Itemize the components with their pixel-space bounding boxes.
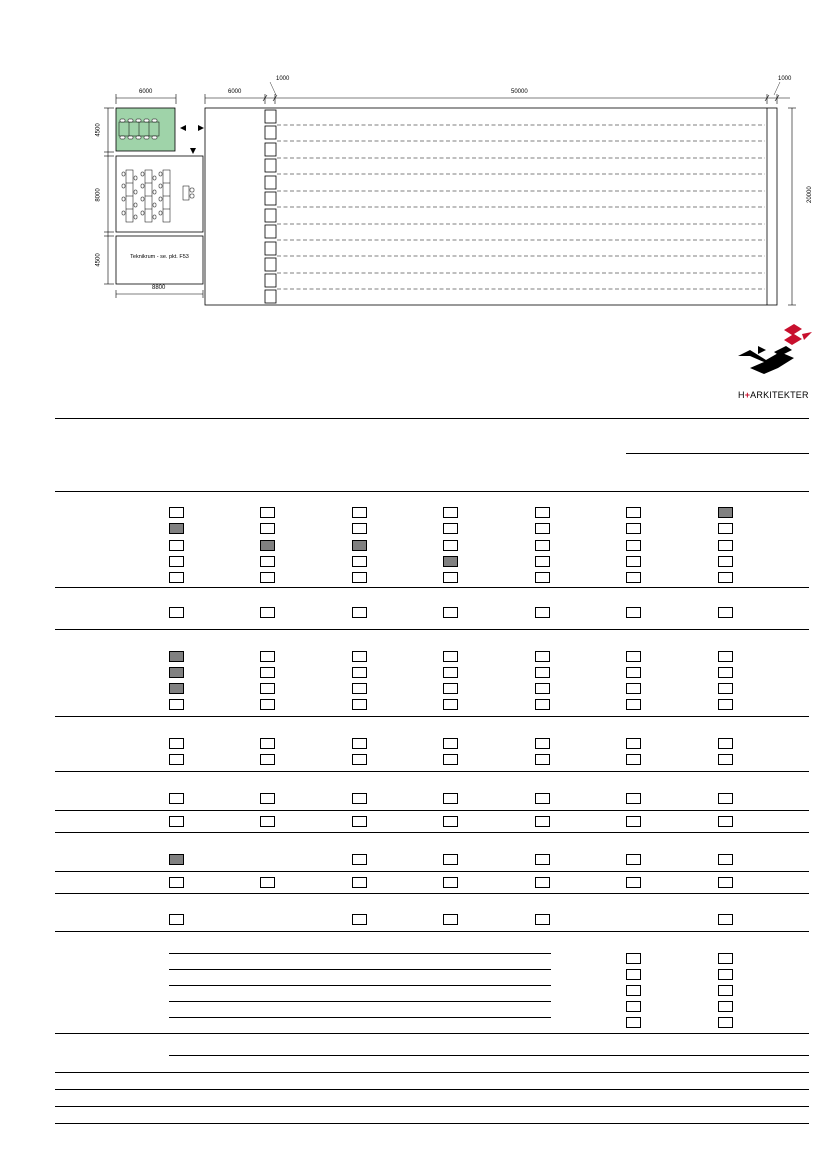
checkbox[interactable] [626,793,641,804]
checkbox[interactable] [535,572,550,583]
checkbox[interactable] [352,699,367,710]
checkbox[interactable] [535,793,550,804]
checkbox[interactable] [169,738,184,749]
checkbox[interactable] [626,523,641,534]
checkbox[interactable] [718,738,733,749]
section-divider [55,629,809,630]
dim-left-top: 4500 [95,123,102,137]
checkbox[interactable] [260,793,275,804]
checkbox[interactable] [169,540,184,551]
checkbox[interactable] [352,816,367,827]
checkbox[interactable] [260,607,275,618]
logo-letter-h: H [738,390,745,400]
checkbox[interactable] [718,540,733,551]
checkbox[interactable] [626,540,641,551]
checkbox[interactable] [352,877,367,888]
rule-header-bottom [55,491,809,492]
checkbox[interactable] [626,854,641,865]
section-divider [55,893,809,894]
checkbox[interactable] [169,507,184,518]
section-divider [55,871,809,872]
checkbox[interactable] [443,877,458,888]
dim-top-main: 50000 [511,89,528,95]
checkbox[interactable] [169,572,184,583]
write-in-line [169,953,551,954]
section-divider [55,1106,809,1107]
checkbox[interactable] [626,985,641,996]
checkbox[interactable] [443,507,458,518]
checkbox[interactable] [535,816,550,827]
section-divider [55,810,809,811]
checkbox[interactable] [443,699,458,710]
checkbox[interactable] [535,754,550,765]
checkbox[interactable] [626,1017,641,1028]
checkbox[interactable] [169,607,184,618]
checkbox[interactable] [443,523,458,534]
checkbox[interactable] [443,914,458,925]
checkbox[interactable] [169,667,184,678]
checkbox[interactable] [352,854,367,865]
checkbox[interactable] [352,540,367,551]
checkbox[interactable] [352,667,367,678]
checkbox[interactable] [352,683,367,694]
checkbox[interactable] [718,854,733,865]
section-divider [55,1123,809,1124]
checkbox[interactable] [352,754,367,765]
checkbox[interactable] [443,816,458,827]
checkbox[interactable] [718,667,733,678]
section-divider [55,716,809,717]
checkbox[interactable] [718,1017,733,1028]
checkbox[interactable] [260,556,275,567]
rule-top [55,418,809,419]
write-in-line [169,1001,551,1002]
checkbox[interactable] [260,572,275,583]
checkbox[interactable] [535,738,550,749]
checkbox[interactable] [169,816,184,827]
checkbox[interactable] [352,507,367,518]
checkbox[interactable] [626,699,641,710]
section-divider [55,1033,809,1034]
checkbox[interactable] [718,683,733,694]
checkbox[interactable] [626,877,641,888]
site-plan-drawing [0,0,827,320]
checkbox[interactable] [260,667,275,678]
checkbox[interactable] [535,540,550,551]
section-divider [55,587,809,588]
checkbox[interactable] [260,816,275,827]
section-divider [55,1072,809,1073]
checkbox[interactable] [169,793,184,804]
checkbox[interactable] [718,914,733,925]
checkbox[interactable] [260,699,275,710]
section-divider [55,1089,809,1090]
dim-top-mid: 6000 [228,89,242,95]
checkbox[interactable] [626,507,641,518]
write-in-line [169,969,551,970]
checkbox[interactable] [169,651,184,662]
checkbox[interactable] [626,651,641,662]
tech-room [116,236,203,284]
checkbox[interactable] [535,854,550,865]
checkbox[interactable] [443,651,458,662]
checkbox[interactable] [260,738,275,749]
checkbox[interactable] [535,507,550,518]
checkbox[interactable] [169,683,184,694]
checkbox[interactable] [535,914,550,925]
checkbox[interactable] [352,607,367,618]
checkbox[interactable] [260,683,275,694]
checkbox[interactable] [535,556,550,567]
checkbox[interactable] [352,523,367,534]
checkbox[interactable] [443,854,458,865]
checkbox[interactable] [352,738,367,749]
checkbox[interactable] [626,556,641,567]
checkbox[interactable] [626,667,641,678]
checkbox[interactable] [443,556,458,567]
checkbox[interactable] [718,556,733,567]
checkbox[interactable] [626,953,641,964]
checkbox[interactable] [718,969,733,980]
checkbox[interactable] [169,556,184,567]
checkbox[interactable] [260,507,275,518]
checkbox[interactable] [535,651,550,662]
checkbox[interactable] [169,523,184,534]
checkbox[interactable] [718,523,733,534]
checkbox[interactable] [718,507,733,518]
checkbox[interactable] [535,667,550,678]
checkbox[interactable] [626,683,641,694]
dim-left-bottom: 4500 [95,253,102,267]
checkbox[interactable] [443,738,458,749]
checkbox[interactable] [626,572,641,583]
checkbox[interactable] [718,877,733,888]
write-in-line [169,985,551,986]
dim-bottom-left: 8800 [152,285,166,291]
checkbox[interactable] [169,699,184,710]
write-in-line [169,1017,551,1018]
checkbox[interactable] [718,793,733,804]
checkbox[interactable] [260,754,275,765]
checkbox[interactable] [718,816,733,827]
checkbox[interactable] [626,738,641,749]
checkbox[interactable] [718,985,733,996]
rule-signature [626,453,809,454]
checkbox[interactable] [352,572,367,583]
checkbox[interactable] [260,877,275,888]
checkbox[interactable] [535,683,550,694]
checkbox[interactable] [718,1001,733,1012]
checkbox[interactable] [718,651,733,662]
checkbox[interactable] [443,683,458,694]
logo-plus: + [744,390,751,400]
checkbox[interactable] [626,607,641,618]
tech-room-label: Teknikrum - se. pkt. F53 [130,254,189,260]
checkbox[interactable] [260,651,275,662]
checkbox[interactable] [443,572,458,583]
checkbox[interactable] [260,523,275,534]
checkbox[interactable] [535,523,550,534]
dim-top-left: 6000 [139,89,153,95]
checkbox[interactable] [169,877,184,888]
checkbox[interactable] [443,607,458,618]
checkbox[interactable] [352,556,367,567]
dim-top-1000-left: 1000 [276,76,290,82]
checkbox[interactable] [718,607,733,618]
checkbox[interactable] [718,953,733,964]
logo-letters-arkitekter: ARKITEKTER [750,390,809,400]
checkbox[interactable] [718,572,733,583]
section-divider [55,832,809,833]
checkbox[interactable] [443,793,458,804]
section-divider [55,771,809,772]
checkbox[interactable] [352,793,367,804]
checkbox[interactable] [352,651,367,662]
checkbox[interactable] [535,699,550,710]
dim-left-mid: 8000 [95,188,102,202]
checkbox[interactable] [169,854,184,865]
checkbox[interactable] [169,754,184,765]
checkbox[interactable] [169,914,184,925]
write-in-line [169,1055,809,1056]
section-divider [55,931,809,932]
checkbox[interactable] [626,816,641,827]
checkbox[interactable] [443,754,458,765]
dim-top-1000-right: 1000 [778,76,792,82]
logo-mark-icon [736,322,814,384]
checkbox[interactable] [626,1001,641,1012]
checkbox[interactable] [718,699,733,710]
checkbox[interactable] [535,607,550,618]
checkbox[interactable] [443,667,458,678]
checkbox[interactable] [443,540,458,551]
checkbox[interactable] [626,969,641,980]
checkbox[interactable] [626,754,641,765]
checkbox[interactable] [718,754,733,765]
dim-right: 20000 [807,186,813,203]
checkbox[interactable] [260,540,275,551]
main-hall [205,108,777,305]
logo-wordmark [738,390,809,400]
checkbox[interactable] [535,877,550,888]
checkbox[interactable] [352,914,367,925]
